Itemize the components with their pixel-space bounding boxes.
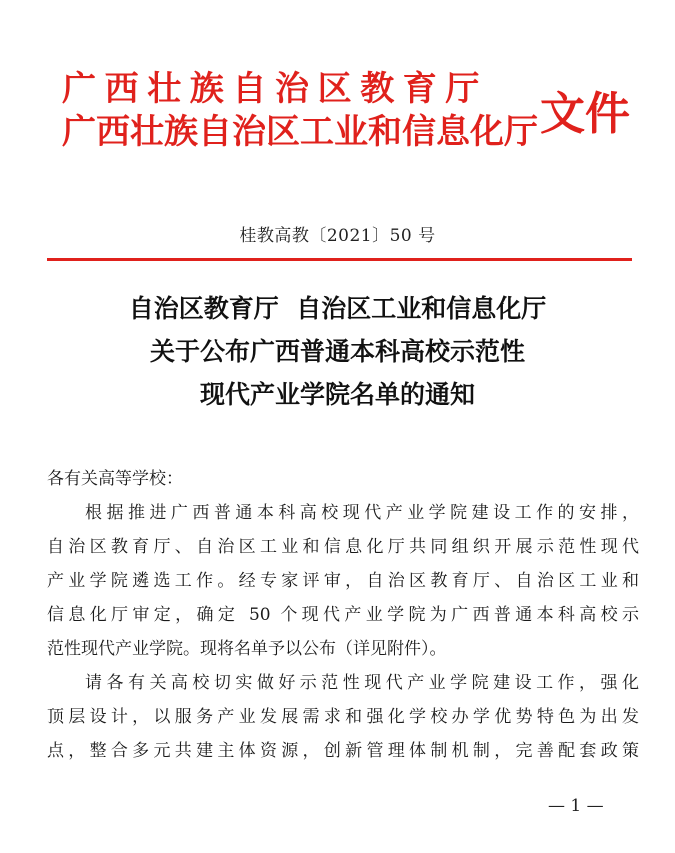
issuer-education-department: 广西壮族自治区教育厅 (62, 69, 488, 109)
paragraph-line: 点，整合多元共建主体资源，创新管理体制机制，完善配套政策 (47, 741, 639, 761)
paragraph-line: 产业学院遴选工作。经专家评审，自治区教育厅、自治区工业和 (47, 571, 639, 591)
paragraph-line: 范性现代产业学院。现将名单予以公布（详见附件）。 (47, 639, 447, 659)
title-line: 关于公布广西普通本科高校示范性 (149, 337, 525, 366)
paragraph-line: 自治区教育厅、自治区工业和信息化厅共同组织开展示范性现代 (47, 537, 639, 557)
document-type-label: 文件 (540, 87, 631, 140)
document-number: 桂教高教〔2021〕50 号 (239, 226, 436, 246)
page-number: — 1 — (548, 796, 604, 816)
paragraph-line: 请各有关高校切实做好示范性现代产业学院建设工作，强化 (85, 673, 639, 693)
paragraph-line: 根据推进广西普通本科高校现代产业学院建设工作的安排， (85, 503, 639, 523)
salutation: 各有关高等学校： (47, 469, 183, 489)
title-line: 现代产业学院名单的通知 (199, 380, 475, 409)
issuing-authorities (62, 68, 538, 154)
document-title (0, 287, 675, 416)
title-line: 自治区教育厅 自治区工业和信息化厅 (128, 294, 547, 323)
issuer-industry-it-department: 广西壮族自治区工业和信息化厅 (62, 112, 538, 152)
paragraph (47, 496, 639, 666)
paragraph-line: 信息化厅审定，确定 50 个现代产业学院为广西普通本科高校示 (47, 605, 639, 625)
red-divider-line (47, 258, 632, 261)
paragraph (47, 666, 639, 768)
document-body (47, 462, 639, 768)
document-header (62, 68, 642, 163)
paragraph-line: 顶层设计，以服务产业发展需求和强化学校办学优势特色为出发 (47, 707, 639, 727)
